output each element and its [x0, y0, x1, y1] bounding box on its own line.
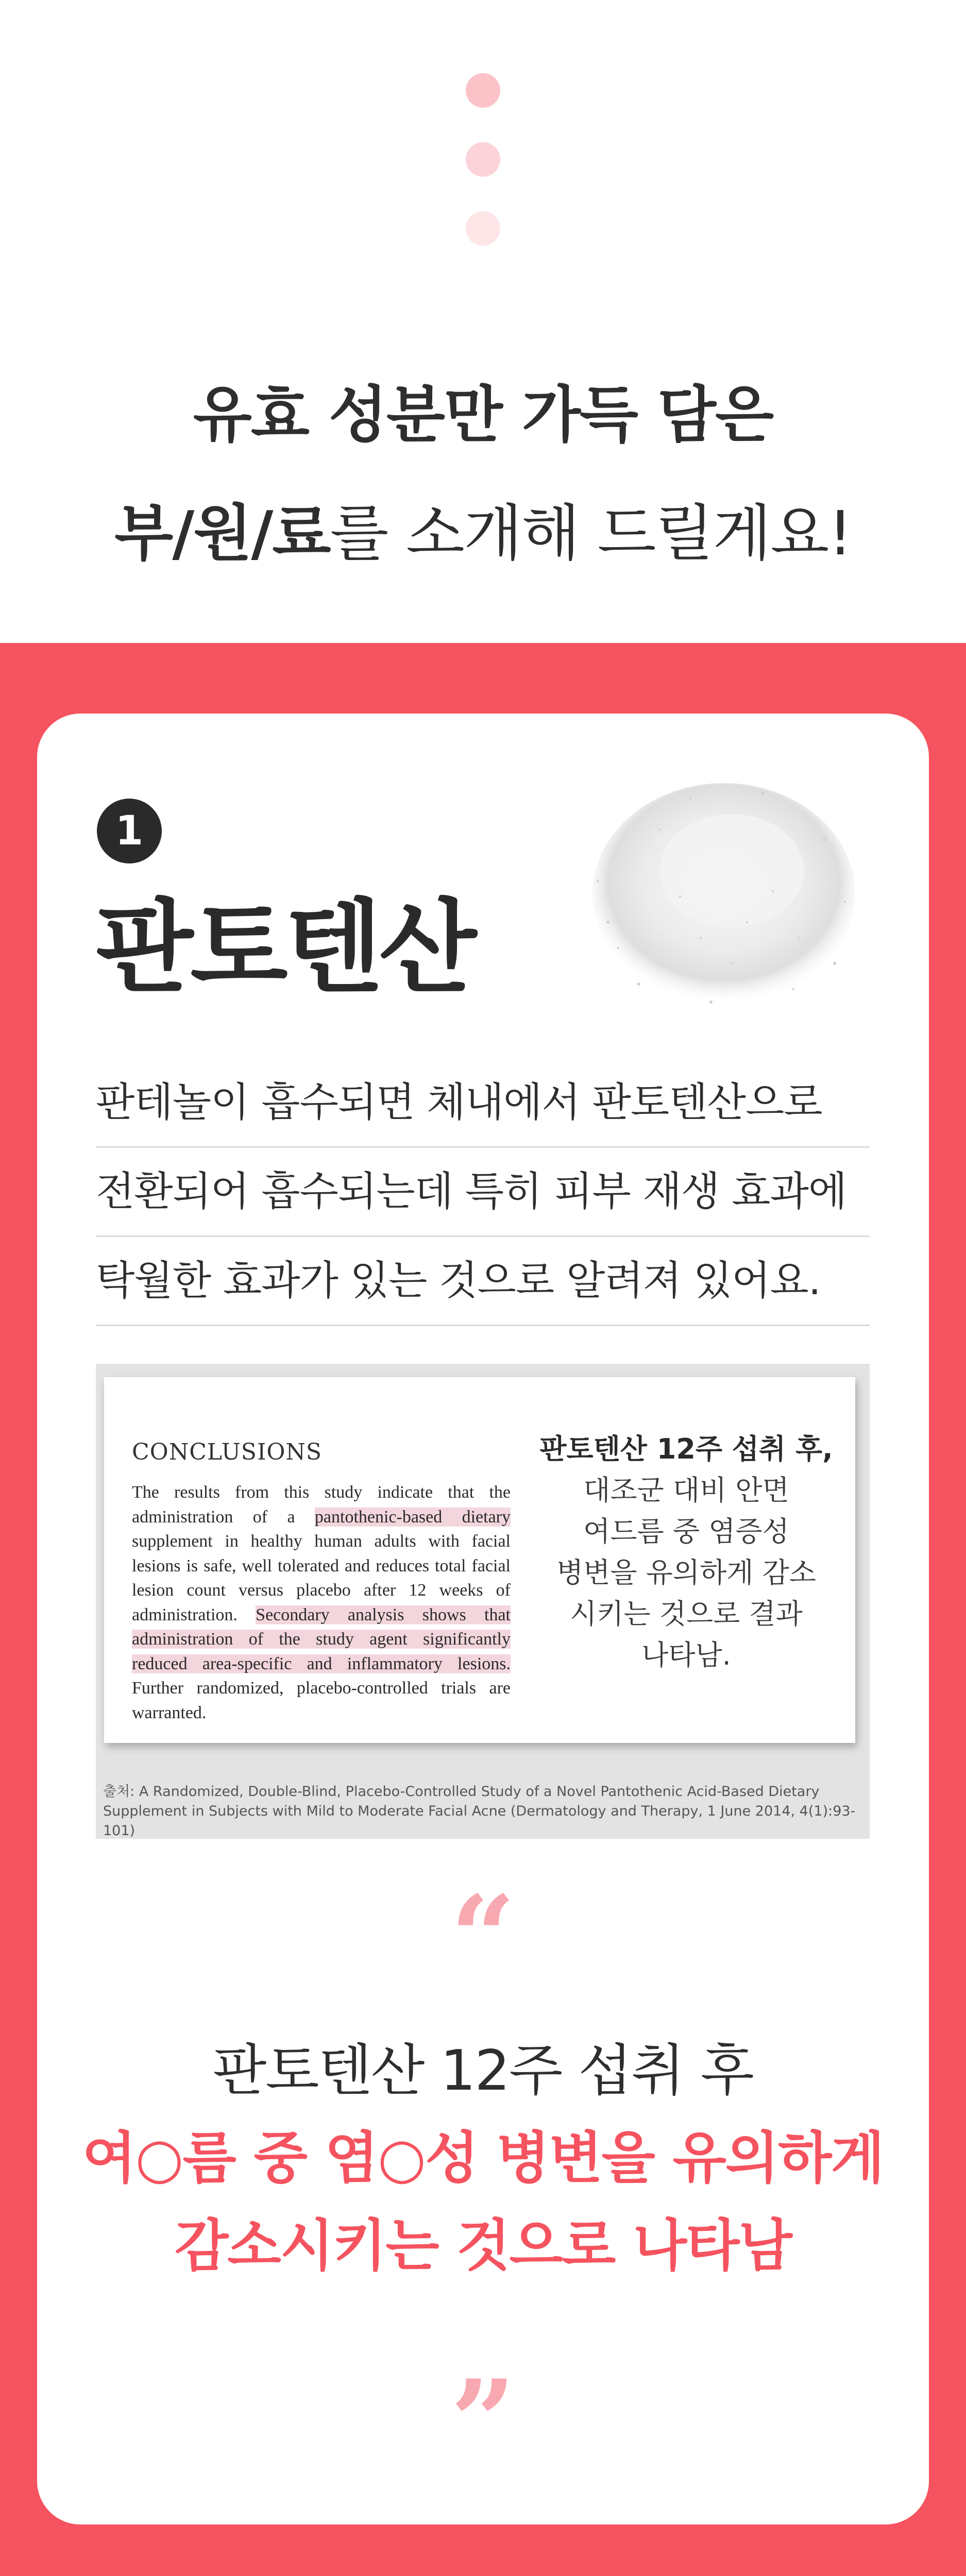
- conclusions-text-part: The results from this study indicate that the administration of a: [132, 1483, 511, 1527]
- study-source-citation: [103, 1782, 866, 1841]
- decorative-dots: [0, 0, 966, 268]
- source-line: Supplement in Subjects with Mild to Moderate Facial Acne (Dermatology and Therapy, 1 June 2014, 4(1):93-101): [103, 1803, 856, 1839]
- source-line: 출처: A Randomized, Double-Blind, Placebo-Controlled Study of a Novel Pantothenic Acid-Based Dietary: [103, 1784, 820, 1800]
- intro-rest-text: 를 소개해 드릴게요!: [330, 498, 852, 569]
- intro-line-2: [0, 474, 966, 592]
- summary-line-2: 여○름 중 염○성 병변을 유의하게: [82, 2126, 884, 2191]
- study-summary-line: 대조군 대비 안면: [583, 1474, 789, 1506]
- study-excerpt: [96, 1364, 870, 1839]
- ingredient-name: 판토텐산: [96, 889, 474, 1007]
- study-summary-note: [527, 1429, 846, 1676]
- conclusions-title: CONCLUSIONS: [132, 1439, 323, 1465]
- intro-bold-text: 부/원/료: [114, 498, 330, 569]
- conclusions-highlight: Secondary analysis shows that administration of the study agent significantly reduced area-specific and inflammatory lesions.: [132, 1605, 511, 1673]
- intro-heading: [0, 355, 966, 592]
- summary-quote: [37, 2027, 929, 2290]
- conclusions-text: [132, 1480, 511, 1725]
- dot-icon: [466, 142, 500, 177]
- close-quote-icon: ”: [450, 2354, 516, 2488]
- ingredient-description: [96, 1059, 870, 1326]
- study-summary-line: 여드름 중 염증성: [583, 1515, 789, 1548]
- study-summary-title: 판토텐산 12주 섭취 후,: [539, 1433, 833, 1465]
- description-line: 전환되어 흡수되는데 특히 피부 재생 효과에: [96, 1148, 870, 1237]
- open-quote-icon: “: [450, 1870, 516, 2004]
- conclusions-text-part: supplement in healthy human adults with facial lesions is safe, well tolerated and reduces total facial lesion count versus placebo after 12 weeks of administration.: [132, 1532, 511, 1624]
- dot-icon: [466, 73, 500, 108]
- description-line: 판테놀이 흡수되면 체내에서 판토텐산으로: [96, 1059, 870, 1148]
- ingredient-number-badge: 1: [97, 799, 162, 863]
- study-summary-line: 시키는 것으로 결과: [570, 1598, 803, 1630]
- conclusions-highlight: pantothenic-based dietary: [314, 1507, 511, 1527]
- summary-line-1: 판토텐산 12주 섭취 후: [212, 2039, 754, 2103]
- study-summary-line: 나타남.: [641, 1639, 731, 1671]
- dot-icon: [466, 211, 500, 246]
- powder-image: [577, 768, 866, 1015]
- summary-line-3: 감소시키는 것으로 나타남: [175, 2214, 791, 2278]
- conclusions-text-part: Further randomized, placebo-controlled trials are warranted.: [132, 1679, 511, 1722]
- intro-line-1: 유효 성분만 가득 담은: [193, 379, 773, 450]
- description-line: 탁월한 효과가 있는 것으로 알려져 있어요.: [96, 1237, 870, 1326]
- study-paper-card: [104, 1377, 855, 1743]
- study-summary-line: 병변을 유의하게 감소: [556, 1556, 816, 1589]
